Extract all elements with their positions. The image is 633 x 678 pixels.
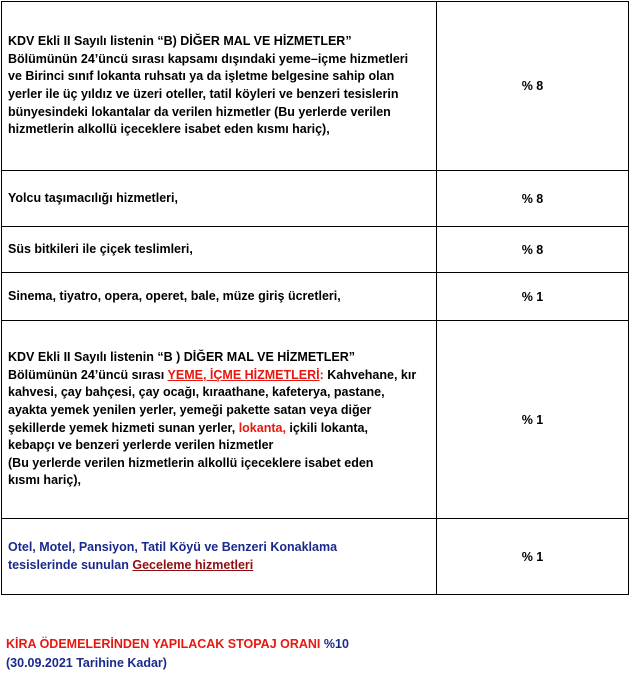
rate-value: % 1 — [437, 519, 629, 595]
description-line: kısmı hariç), — [8, 473, 81, 488]
table-row — [2, 519, 629, 595]
row-description: Sinema, tiyatro, opera, operet, bale, müze giriş ücretleri, — [2, 273, 437, 321]
highlight-geceleme: Geceleme hizmetleri — [132, 557, 254, 572]
description-line: KDV Ekli II Sayılı listenin “B) DİĞER MAL VE HİZMETLER” — [8, 34, 352, 49]
description-line: Bölümünün 24’üncü sırası kapsamı dışındaki yeme–içme hizmetleri — [8, 51, 409, 66]
highlight-yeme-icme: YEME, İÇME HİZMETLERİ — [167, 367, 320, 382]
text-segment: Kahvehane, kır — [323, 367, 417, 382]
table-row — [2, 171, 629, 227]
stopaj-date: (30.09.2021 Tarihine Kadar) — [6, 656, 167, 670]
stopaj-line — [6, 635, 349, 654]
text-segment: Bölümünün 24’üncü sırası — [8, 367, 165, 382]
rate-value: % 1 — [437, 321, 629, 519]
table-row — [2, 321, 629, 519]
row-description: Süs bitkileri ile çiçek teslimleri, — [2, 227, 437, 273]
stopaj-label: KİRA ÖDEMELERİNDEN YAPILACAK STOPAJ ORANI — [6, 637, 321, 651]
rates-table — [1, 1, 629, 595]
description-line — [8, 557, 429, 575]
rate-value: % 8 — [437, 227, 629, 273]
description-line: bünyesindeki lokantalar da verilen hizmetler (Bu yerlerde verilen — [8, 104, 391, 119]
description-line — [8, 367, 429, 385]
description-line: ve Birinci sınıf lokanta ruhsatı ya da işletme belgesine sahip olan — [8, 69, 395, 84]
text-segment: şekillerde yemek hizmeti sunan yerler, — [8, 420, 236, 435]
stopaj-rate: %10 — [323, 637, 349, 651]
stopaj-note — [6, 635, 349, 673]
row-description: Yolcu taşımacılığı hizmetleri, — [2, 171, 437, 227]
description-line: kebapçı ve benzeri yerlerde verilen hizmetler — [8, 438, 274, 453]
text-segment: içkili lokanta, — [285, 420, 368, 435]
table-row — [2, 273, 629, 321]
description-line: Otel, Motel, Pansiyon, Tatil Köyü ve Benzeri Konaklama — [8, 539, 338, 554]
description-line: ayakta yemek yenilen yerler, yemeği pakette satan veya diğer — [8, 402, 372, 417]
table-row — [2, 227, 629, 273]
description-line — [8, 420, 429, 438]
text-segment: tesislerinde sunulan — [8, 557, 129, 572]
description-line: (Bu yerlerde verilen hizmetlerin alkollü içeceklere isabet eden — [8, 455, 374, 470]
rate-value: % 1 — [437, 273, 629, 321]
highlight-lokanta: lokanta, — [238, 420, 286, 435]
description-line: kahvesi, çay bahçesi, çay ocağı, kıraathane, kafeterya, pastane, — [8, 385, 385, 400]
description-line: hizmetlerin alkollü içeceklere isabet eden kısmı hariç), — [8, 122, 330, 137]
table-row — [2, 2, 629, 171]
row-description — [2, 2, 437, 171]
rate-value: % 8 — [437, 171, 629, 227]
row-description — [2, 519, 437, 595]
row-description — [2, 321, 437, 519]
description-line: yerler ile üç yıldız ve üzeri oteller, tatil köyleri ve benzeri tesislerin — [8, 87, 399, 101]
highlight-colon: : — [319, 367, 324, 382]
description-line: KDV Ekli II Sayılı listenin “B ) DİĞER MAL VE HİZMETLER” — [8, 350, 356, 365]
rate-value: % 8 — [437, 2, 629, 171]
